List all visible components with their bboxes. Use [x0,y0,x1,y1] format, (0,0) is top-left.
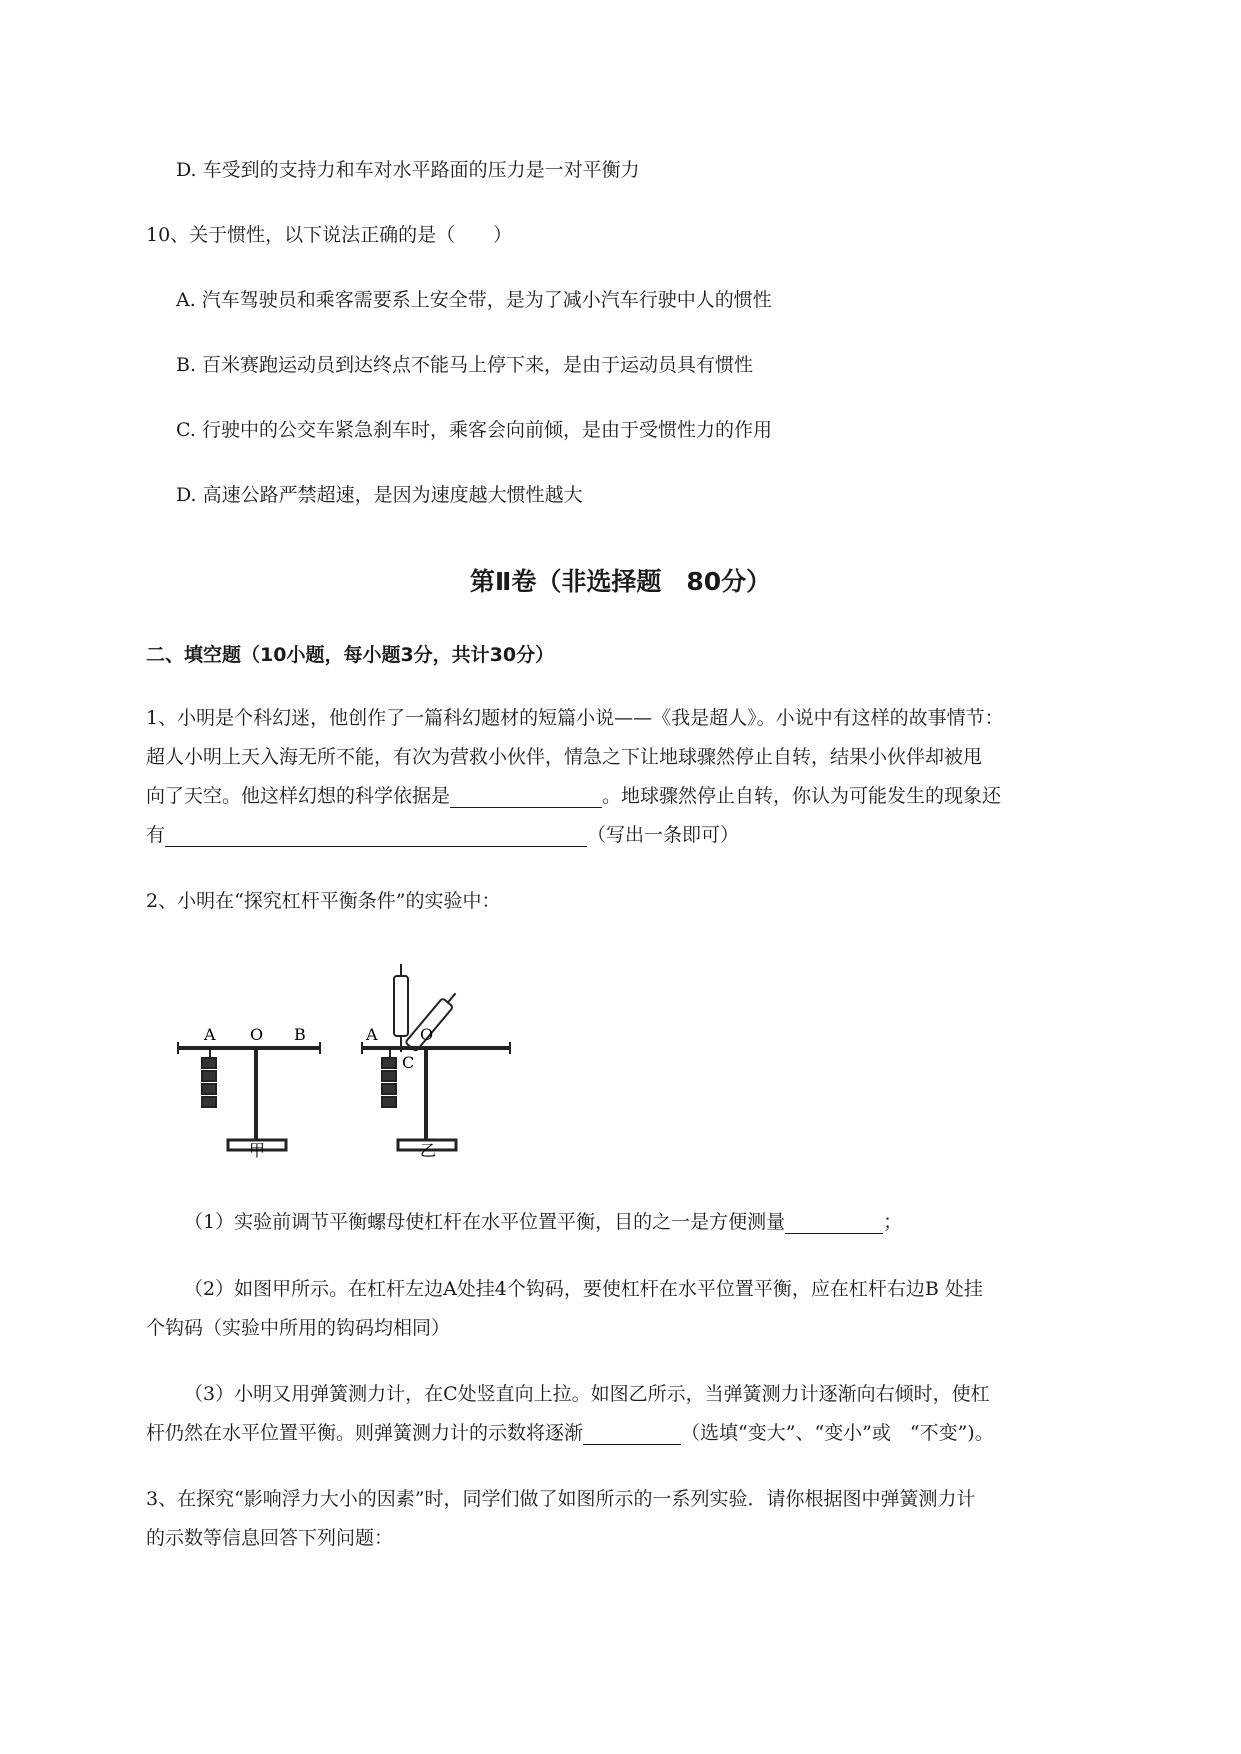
label-a-jia: A [204,1025,216,1044]
section-heading: 二、填空题（10小题，每小题3分，共计30分） [146,644,555,666]
fill2-sub2-line2: 个钩码（实验中所用的钩码均相同） [146,1317,451,1339]
q9-option-d: D. 车受到的支持力和车对水平路面的压力是一对平衡力 [176,159,640,181]
fill2-sub3-text: 杆仍然在水平位置平衡。则弹簧测力计的示数将逐渐 [146,1422,584,1444]
q10-option-c: C. 行驶中的公交车紧急刹车时，乘客会向前倾，是由于受惯性力的作用 [176,419,772,441]
fill1-line3 [146,784,1001,808]
fill2-sub1-end: ； [883,1211,903,1233]
label-o-yi: O [420,1025,434,1044]
answer-blank-1[interactable] [450,787,602,808]
fill1-line4-text-a: 有 [146,824,166,846]
answer-blank-4[interactable] [583,1424,681,1445]
lever-diagram [170,960,530,1160]
part2-title: 第Ⅱ卷（非选择题 80分） [469,567,772,596]
label-o-jia: O [250,1025,264,1044]
label-b-jia: B [294,1025,306,1044]
q10-option-d: D. 高速公路严禁超速，是因为速度越大惯性越大 [176,484,583,506]
fill1-line3-text-a: 向了天空。他这样幻想的科学依据是 [146,785,451,807]
fill1-line1: 1、小明是个科幻迷，他创作了一篇科幻题材的短篇小说——《我是超人》。小说中有这样的故事情节： [146,707,1004,729]
fill2-sub3-end: （选填“变大”、“变小”或 “不变”)。 [681,1422,994,1444]
caption-jia: 甲 [249,1141,266,1160]
q10-option-b: B. 百米赛跑运动员到达终点不能马上停下来，是由于运动员具有惯性 [176,354,754,376]
label-c-yi: C [402,1053,415,1072]
answer-blank-3[interactable] [785,1213,883,1234]
figure-yi [362,964,510,1150]
fill2-sub1 [184,1210,902,1234]
fill1-line3-text-b: 。地球骤然停止自转，你认为可能发生的现象还 [602,785,1002,807]
answer-blank-2[interactable] [165,826,587,847]
fill2-sub1-text: （1）实验前调节平衡螺母使杠杆在水平位置平衡，目的之一是方便测量 [184,1211,786,1233]
q10-option-a: A. 汽车驾驶员和乘客需要系上安全带，是为了减小汽车行驶中人的惯性 [176,289,772,311]
fill2-sub3-line2 [146,1421,994,1445]
fill1-line4 [146,823,739,847]
label-a-yi: A [366,1025,378,1044]
lever-figure [170,960,530,1164]
fill1-line2: 超人小明上天入海无所不能，有次为营救小伙伴，情急之下让地球骤然停止自转，结果小伙伴却被甩 [146,746,983,768]
fill2-stem: 2、小明在“探究杠杆平衡条件”的实验中： [146,890,501,912]
fill2-sub2-line1: （2）如图甲所示。在杠杆左边A处挂4个钩码，要使杠杆在水平位置平衡，应在杠杆右边B 处挂 [184,1278,983,1300]
fill1-line4-text-b: （写出一条即可） [587,824,740,846]
q10-stem: 10、关于惯性，以下说法正确的是（ ） [146,224,513,246]
figure-jia [178,1042,320,1150]
fill2-sub3-line1: （3）小明又用弹簧测力计，在C处竖直向上拉。如图乙所示，当弹簧测力计逐渐向右倾时，使杠 [184,1383,990,1405]
fill3-line1: 3、在探究“影响浮力大小的因素”时，同学们做了如图所示的一系列实验．请你根据图中弹簧测力计 [146,1488,976,1510]
fill3-line2: 的示数等信息回答下列问题： [146,1527,394,1549]
caption-yi: 乙 [420,1141,437,1160]
